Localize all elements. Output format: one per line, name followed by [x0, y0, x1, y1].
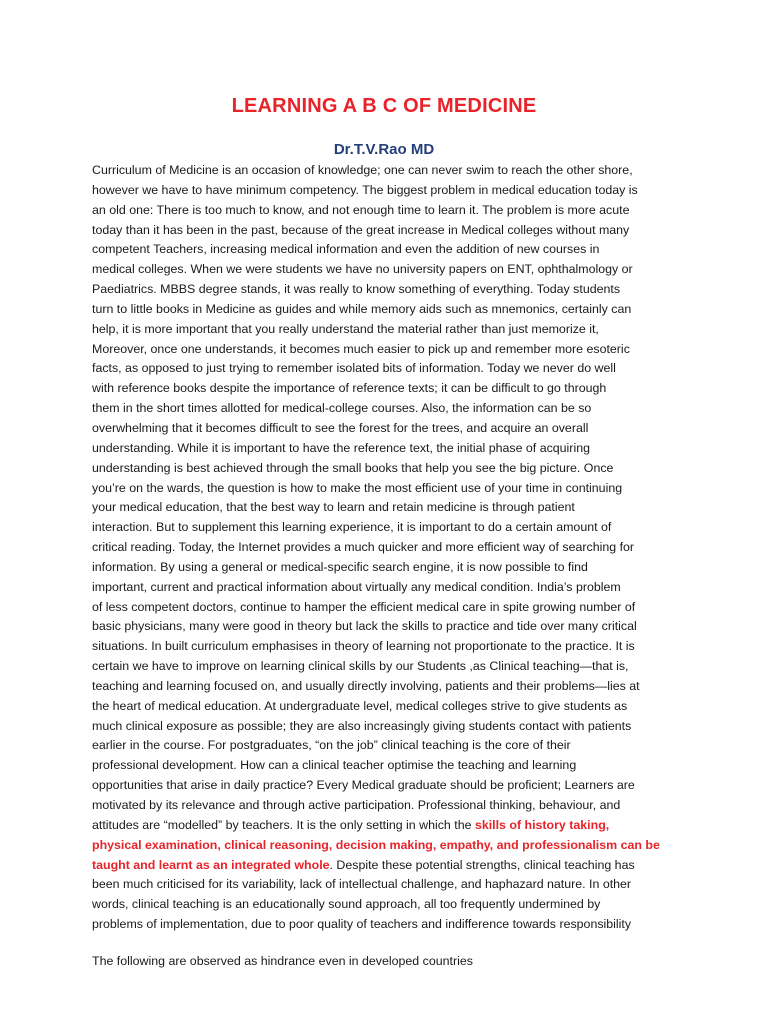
- highlighted-text: taught and learnt as an integrated whole: [92, 857, 330, 872]
- body-line: turn to little books in Medicine as guides and while memory aids such as mnemonics, certainly can: [92, 301, 632, 316]
- body-line-highlight-end: [92, 856, 680, 876]
- body-line: them in the short times allotted for medical-college courses. Also, the information can be so: [92, 401, 592, 416]
- body-text-segment: attitudes are “modelled” by teachers. It is the only setting in which the: [92, 817, 475, 832]
- body-line: you’re on the wards, the question is how to make the most efficient use of your time in continuing: [92, 480, 623, 495]
- body-line: much clinical exposure as possible; they are also increasingly giving students contact with patients: [92, 718, 632, 733]
- body-line: with reference books despite the importance of reference texts; it can be difficult to go through: [92, 381, 607, 396]
- body-line: understanding is best achieved through the small books that help you see the big picture. Once: [92, 460, 614, 475]
- body-line: teaching and learning focused on, and usually directly involving, patients and their problems—lies at: [92, 678, 640, 693]
- body-line: facts, as opposed to just trying to remember isolated bits of information. Today we never do well: [92, 361, 616, 376]
- body-paragraph: [92, 161, 680, 935]
- body-line: overwhelming that it becomes difficult to see the forest for the trees, and acquire an overall: [92, 420, 589, 435]
- body-line: earlier in the course. For postgraduates, “on the job” clinical teaching is the core of their: [92, 738, 571, 753]
- body-line: important, current and practical information about virtually any medical condition. India’s problem: [92, 579, 621, 594]
- highlighted-text: skills of history taking,: [474, 817, 610, 832]
- body-line: an old one: There is too much to know, and not enough time to learn it. The problem is more acute: [92, 202, 630, 217]
- body-text-segment: . Despite these potential strengths, clinical teaching has: [329, 857, 635, 872]
- body-line: understanding. While it is important to have the reference text, the initial phase of acquiring: [92, 440, 590, 455]
- body-line: your medical education, that the best way to learn and retain medicine is through patient: [92, 500, 575, 515]
- body-line: motivated by its relevance and through active participation. Professional thinking, behaviour, and: [92, 798, 621, 812]
- document-title: LEARNING A B C OF MEDICINE: [231, 95, 537, 117]
- body-line: situations. In built curriculum emphasises in theory of learning not proportionate to the practice. It is: [92, 639, 635, 654]
- body-line: medical colleges. When we were students we have no university papers on ENT, ophthalmology or: [92, 262, 633, 277]
- body-line: today than it has been in the past, because of the great increase in Medical colleges without many: [92, 222, 630, 237]
- body-line: the heart of medical education. At undergraduate level, medical colleges strive to give students as: [92, 698, 628, 713]
- body-line: Moreover, once one understands, it becomes much easier to pick up and remember more esoteric: [92, 341, 630, 356]
- body-line: competent Teachers, increasing medical information and even the addition of new courses in: [92, 242, 600, 257]
- body-line: Curriculum of Medicine is an occasion of knowledge; one can never swim to reach the other shore,: [92, 163, 633, 177]
- body-line: however we have to have minimum competency. The biggest problem in medical education today is: [92, 182, 638, 197]
- body-line: problems of implementation, due to poor quality of teachers and indifference towards responsibility: [92, 917, 632, 932]
- body-line: help, it is more important that you really understand the material rather than just memorize it,: [92, 321, 599, 336]
- body-line: information. By using a general or medical-specific search engine, it is now possible to find: [92, 559, 588, 574]
- author-name: Dr.T.V.Rao MD: [333, 141, 435, 158]
- body-line-highlight-start: [92, 816, 680, 836]
- closing-sentence: The following are observed as hindrance even in developed countries: [92, 954, 473, 968]
- body-line: opportunities that arise in daily practice? Every Medical graduate should be proficient; Learners are: [92, 778, 635, 793]
- body-line: been much criticised for its variability, lack of intellectual challenge, and haphazard nature. In other: [92, 877, 632, 892]
- body-line: professional development. How can a clinical teacher optimise the teaching and learning: [92, 758, 577, 773]
- body-line: critical reading. Today, the Internet provides a much quicker and more efficient way of searching for: [92, 540, 635, 555]
- highlighted-text: physical examination, clinical reasoning, decision making, empathy, and professionalism can be: [92, 837, 660, 852]
- body-line: words, clinical teaching is an educationally sound approach, all too frequently undermined by: [92, 897, 601, 912]
- body-line: of less competent doctors, continue to hamper the efficient medical care in spite growing number of: [92, 599, 636, 614]
- body-line: interaction. But to supplement this learning experience, it is important to do a certain amount of: [92, 520, 612, 535]
- body-line: certain we have to improve on learning clinical skills by our Students ,as Clinical teaching—that is,: [92, 659, 629, 674]
- body-line: Paediatrics. MBBS degree stands, it was really to know something of everything. Today students: [92, 282, 621, 297]
- body-line: basic physicians, many were good in theory but lack the skills to practice and tide over many critical: [92, 619, 637, 634]
